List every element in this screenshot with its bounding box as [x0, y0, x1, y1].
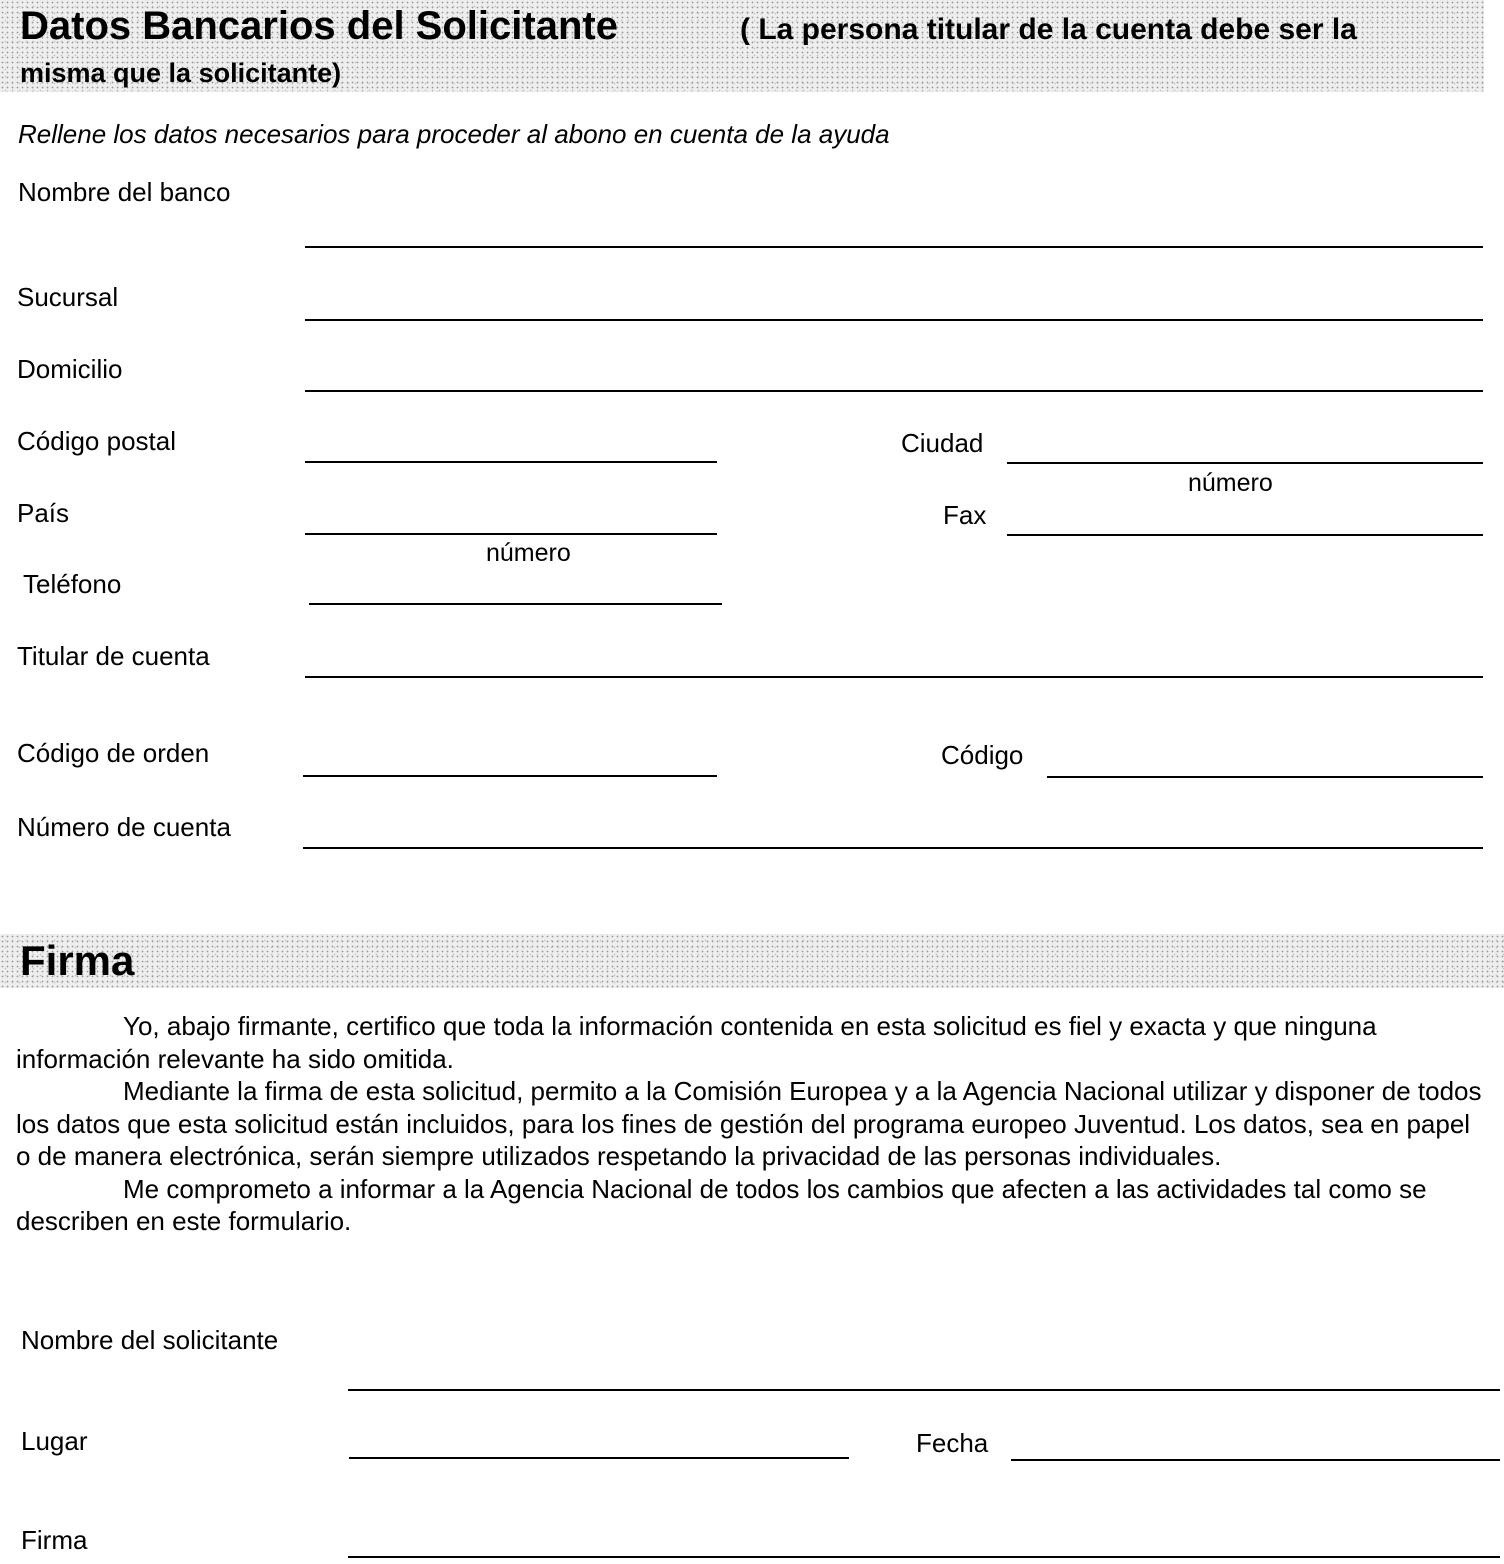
country-label: País — [17, 498, 70, 528]
phone-number-hint: número — [486, 539, 571, 567]
bank-section-title: Datos Bancarios del Solicitante — [20, 4, 618, 48]
date-field[interactable] — [1011, 1459, 1500, 1461]
signature-field[interactable] — [348, 1556, 1500, 1558]
code-field[interactable] — [1047, 776, 1483, 778]
account-holder-field[interactable] — [305, 676, 1483, 678]
postal-code-field[interactable] — [305, 461, 717, 463]
branch-field[interactable] — [305, 319, 1483, 321]
declaration-paragraph: Me comprometo a informar a la Agencia Nacional de todos los cambios que afecten a las actividades tal como se describen en este formulario. — [16, 1173, 1427, 1236]
account-number-label: Número de cuenta — [17, 812, 231, 842]
order-code-label: Código de orden — [17, 738, 210, 768]
account-number-field[interactable] — [303, 847, 1483, 849]
declaration-paragraph: Mediante la firma de esta solicitud, permito a la Comisión Europea y a la Agencia Nacional utilizar y disponer de todos los datos que esta solicitud están incluidos, para los fines de gestión del programa europeo Juventud. Los datos, sea en papel o de manera electrónica, serán siempre utilizados respetando la privacidad de las personas individuales. — [16, 1076, 1482, 1171]
postal-code-label: Código postal — [17, 426, 176, 456]
applicant-name-field[interactable] — [348, 1389, 1500, 1391]
code-label: Código — [941, 740, 1024, 770]
fax-label: Fax — [943, 500, 987, 530]
signature-section-title: Firma — [20, 937, 135, 984]
signature-section-header-band — [0, 934, 1504, 988]
order-code-field[interactable] — [303, 775, 717, 777]
account-holder-label: Titular de cuenta — [17, 641, 210, 671]
fax-field[interactable] — [1007, 534, 1483, 536]
address-field[interactable] — [305, 390, 1483, 392]
applicant-name-label: Nombre del solicitante — [21, 1325, 279, 1355]
declaration-paragraph: Yo, abajo firmante, certifico que toda la información contenida en esta solicitud es fiel y exacta y que ninguna información relevante ha sido omitida. — [16, 1011, 1377, 1074]
declaration-text — [16, 1010, 1488, 1238]
city-label: Ciudad — [901, 428, 984, 458]
date-label: Fecha — [916, 1428, 989, 1458]
city-field[interactable] — [1007, 462, 1483, 464]
signature-label: Firma — [21, 1525, 88, 1555]
phone-field[interactable] — [309, 603, 722, 605]
bank-section-subtitle-line2: misma que la solicitante) — [20, 58, 342, 88]
bank-name-field[interactable] — [305, 246, 1483, 248]
address-label: Domicilio — [17, 354, 123, 384]
branch-label: Sucursal — [17, 282, 119, 312]
bank-section-subtitle-line1: ( La persona titular de la cuenta debe ser la — [740, 13, 1357, 46]
country-field[interactable] — [305, 533, 717, 535]
phone-label: Teléfono — [23, 569, 122, 599]
place-label: Lugar — [21, 1426, 88, 1456]
bank-section-instruction: Rellene los datos necesarios para proceder al abono en cuenta de la ayuda — [18, 119, 890, 149]
bank-name-label: Nombre del banco — [18, 177, 231, 207]
place-field[interactable] — [349, 1457, 849, 1459]
fax-number-hint: número — [1188, 469, 1273, 497]
